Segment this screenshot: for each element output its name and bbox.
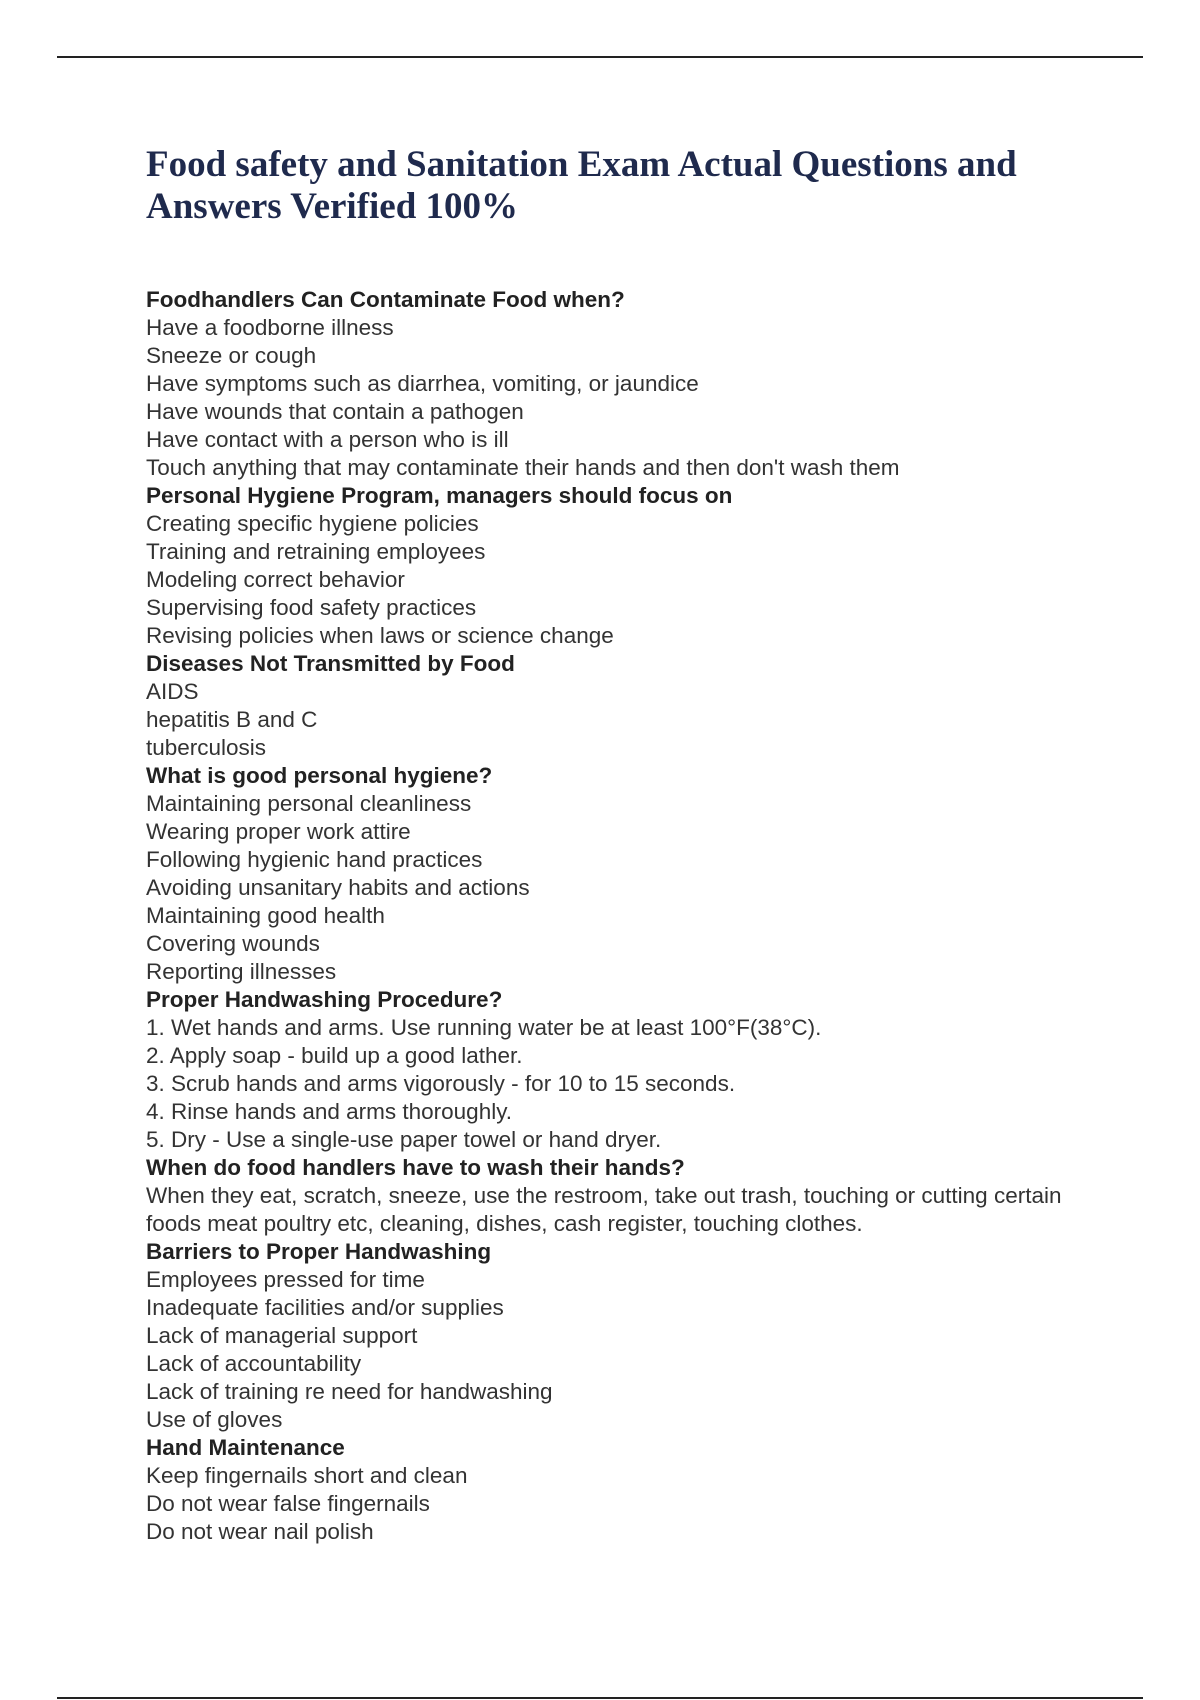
question-heading: Foodhandlers Can Contaminate Food when? bbox=[146, 287, 625, 312]
qa-section bbox=[146, 1154, 1106, 1238]
qa-section bbox=[146, 1434, 1106, 1546]
answer-line: Have contact with a person who is ill bbox=[146, 427, 509, 452]
answer-line: AIDS bbox=[146, 679, 199, 704]
answer-line: Have wounds that contain a pathogen bbox=[146, 399, 524, 424]
answer-line: Keep fingernails short and clean bbox=[146, 1463, 468, 1488]
answer-line: Inadequate facilities and/or supplies bbox=[146, 1295, 504, 1320]
answer-list bbox=[146, 1266, 1106, 1434]
qa-section bbox=[146, 482, 1106, 650]
answer-line: 3. Scrub hands and arms vigorously - for 10 to 15 seconds. bbox=[146, 1071, 736, 1096]
answer-line: When they eat, scratch, sneeze, use the restroom, take out trash, touching or cutting certain foods meat poultry etc, cleaning, dishes, cash register, touching clothes. bbox=[146, 1183, 1062, 1236]
answer-line: 2. Apply soap - build up a good lather. bbox=[146, 1043, 523, 1068]
answer-line: Creating specific hygiene policies bbox=[146, 511, 479, 536]
answer-line: Supervising food safety practices bbox=[146, 595, 477, 620]
answer-list bbox=[146, 314, 1106, 482]
answer-line: Do not wear false fingernails bbox=[146, 1491, 430, 1516]
answer-line: hepatitis B and C bbox=[146, 707, 318, 732]
qa-section bbox=[146, 986, 1106, 1154]
answer-list bbox=[146, 1182, 1106, 1238]
qa-section bbox=[146, 762, 1106, 986]
qa-section bbox=[146, 650, 1106, 762]
answer-line: Have symptoms such as diarrhea, vomiting, or jaundice bbox=[146, 371, 699, 396]
question-heading: Hand Maintenance bbox=[146, 1435, 345, 1460]
question-heading: Diseases Not Transmitted by Food bbox=[146, 651, 515, 676]
document-title: Food safety and Sanitation Exam Actual Questions and Answers Verified 100% bbox=[146, 144, 1017, 227]
bottom-rule bbox=[57, 1697, 1143, 1699]
answer-line: Wearing proper work attire bbox=[146, 819, 411, 844]
answer-line: Maintaining good health bbox=[146, 903, 385, 928]
answer-line: 4. Rinse hands and arms thoroughly. bbox=[146, 1099, 513, 1124]
answer-list bbox=[146, 678, 1106, 762]
answer-line: Training and retraining employees bbox=[146, 539, 486, 564]
answer-line: Maintaining personal cleanliness bbox=[146, 791, 472, 816]
answer-line: Avoiding unsanitary habits and actions bbox=[146, 875, 530, 900]
answer-line: Sneeze or cough bbox=[146, 343, 317, 368]
answer-line: Touch anything that may contaminate their hands and then don't wash them bbox=[146, 455, 900, 480]
question-heading: Barriers to Proper Handwashing bbox=[146, 1239, 492, 1264]
answer-line: Lack of training re need for handwashing bbox=[146, 1379, 553, 1404]
answer-list bbox=[146, 790, 1106, 986]
answer-line: Revising policies when laws or science change bbox=[146, 623, 614, 648]
qa-section bbox=[146, 286, 1106, 482]
answer-line: Modeling correct behavior bbox=[146, 567, 405, 592]
answer-line: Following hygienic hand practices bbox=[146, 847, 483, 872]
qa-section bbox=[146, 1238, 1106, 1434]
answer-list bbox=[146, 1014, 1106, 1154]
answer-list bbox=[146, 1462, 1106, 1546]
question-heading: Proper Handwashing Procedure? bbox=[146, 987, 503, 1012]
top-rule bbox=[57, 56, 1143, 58]
answer-line: Do not wear nail polish bbox=[146, 1519, 374, 1544]
qa-content bbox=[146, 286, 1106, 1546]
answer-line: Covering wounds bbox=[146, 931, 320, 956]
answer-line: Have a foodborne illness bbox=[146, 315, 394, 340]
question-heading: Personal Hygiene Program, managers should focus on bbox=[146, 483, 733, 508]
answer-line: Lack of managerial support bbox=[146, 1323, 418, 1348]
answer-line: Use of gloves bbox=[146, 1407, 283, 1432]
question-heading: When do food handlers have to wash their hands? bbox=[146, 1155, 685, 1180]
answer-line: tuberculosis bbox=[146, 735, 267, 760]
answer-line: Employees pressed for time bbox=[146, 1267, 425, 1292]
answer-line: 1. Wet hands and arms. Use running water be at least 100°F(38°C). bbox=[146, 1015, 822, 1040]
answer-list bbox=[146, 510, 1106, 650]
answer-line: Reporting illnesses bbox=[146, 959, 337, 984]
answer-line: Lack of accountability bbox=[146, 1351, 362, 1376]
question-heading: What is good personal hygiene? bbox=[146, 763, 493, 788]
answer-line: 5. Dry - Use a single-use paper towel or hand dryer. bbox=[146, 1127, 662, 1152]
